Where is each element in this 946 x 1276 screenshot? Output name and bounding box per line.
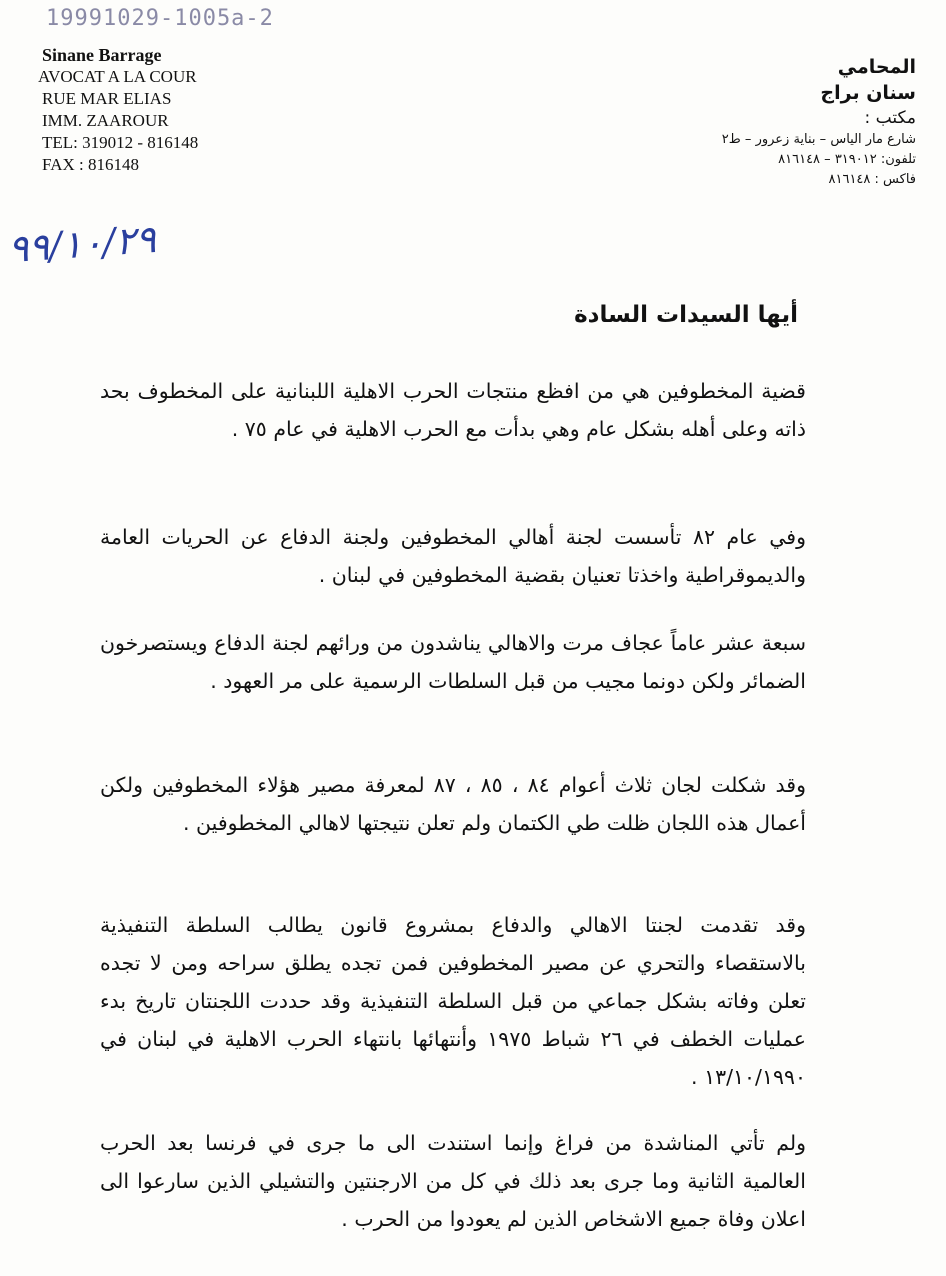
- handwritten-date: ٩٩/١٠/٢٩: [6, 216, 158, 272]
- salutation: أيها السيدات السادة: [574, 302, 798, 328]
- paragraph-5: وقد تقدمت لجنتا الاهالي والدفاع بمشروع قانون يطالب السلطة التنفيذية بالاستقصاء والتحري عن مصير المخطوفين فمن تجده يطلق سراحه ومن لا تجده تعلن وفاته بشكل جماعي من قبل السلطة التنفيذية وقد حددت اللجنتان تاريخ بدء عمليات الخطف في ٢٦ شباط ١٩٧٥ وأنتهائها بانتهاء الحرب الاهلية في لبنان في ١٣/١٠/١٩٩٠ .: [100, 913, 806, 1089]
- paragraph-4: وقد شكلت لجان ثلاث أعوام ٨٤ ، ٨٥ ، ٨٧ لمعرفة مصير هؤلاء المخطوفين ولكن أعمال هذه اللجان ظلت طي الكتمان ولم تعلن نتيجتها لاهالي المخطوفين .: [100, 773, 806, 835]
- telephone-arabic: تلفون: ٣١٩٠١٢ – ٨١٦١٤٨: [778, 152, 916, 167]
- address-building-latin: IMM. ZAAROUR: [42, 111, 169, 130]
- office-label-arabic: مكتب :: [864, 108, 916, 128]
- lawyer-title-latin: AVOCAT A LA COUR: [38, 67, 197, 86]
- telephone-latin: TEL: 319012 - 816148: [42, 133, 199, 152]
- letterhead-latin: [38, 44, 338, 176]
- address-arabic: شارع مار الياس – بناية زعرور – ط٢: [721, 132, 916, 147]
- paragraph-3: سبعة عشر عاماً عجاف مرت والاهالي يناشدون من ورائهم لجنة الدفاع ويستصرخون الضمائر ولكن دونما مجيب من قبل السلطات الرسمية على مر العهود .: [100, 631, 806, 693]
- address-street-latin: RUE MAR ELIAS: [42, 89, 172, 108]
- lawyer-title-arabic: المحامي: [837, 56, 916, 78]
- fax-latin: FAX : 816148: [42, 155, 139, 174]
- paragraph-6: ولم تأتي المناشدة من فراغ وإنما استندت الى ما جرى في فرنسا بعد الحرب العالمية الثانية وما جرى بعد ذلك في كل من الارجنتين والتشيلي الذين سارعوا الى اعلان وفاة جميع الاشخاص الذين لم يعودوا من الحرب .: [100, 1131, 806, 1231]
- paragraph-2: وفي عام ٨٢ تأسست لجنة أهالي المخطوفين ولجنة الدفاع عن الحريات العامة والديموقراطية واخذتا تعنيان بقضية المخطوفين في لبنان .: [100, 525, 806, 587]
- fax-arabic: فاكس : ٨١٦١٤٨: [828, 172, 916, 187]
- letterhead-arabic: [536, 54, 916, 190]
- lawyer-name-arabic: سنان براج: [820, 82, 916, 104]
- paragraph-1: قضية المخطوفين هي من افظع منتجات الحرب الاهلية اللبنانية على المخطوف بحد ذاته وعلى أهله بشكل عام وهي بدأت مع الحرب الاهلية في عام ٧٥ .: [100, 379, 806, 441]
- lawyer-name-latin: Sinane Barrage: [42, 45, 162, 65]
- archive-stamp: 19991029-1005a-2: [46, 6, 274, 31]
